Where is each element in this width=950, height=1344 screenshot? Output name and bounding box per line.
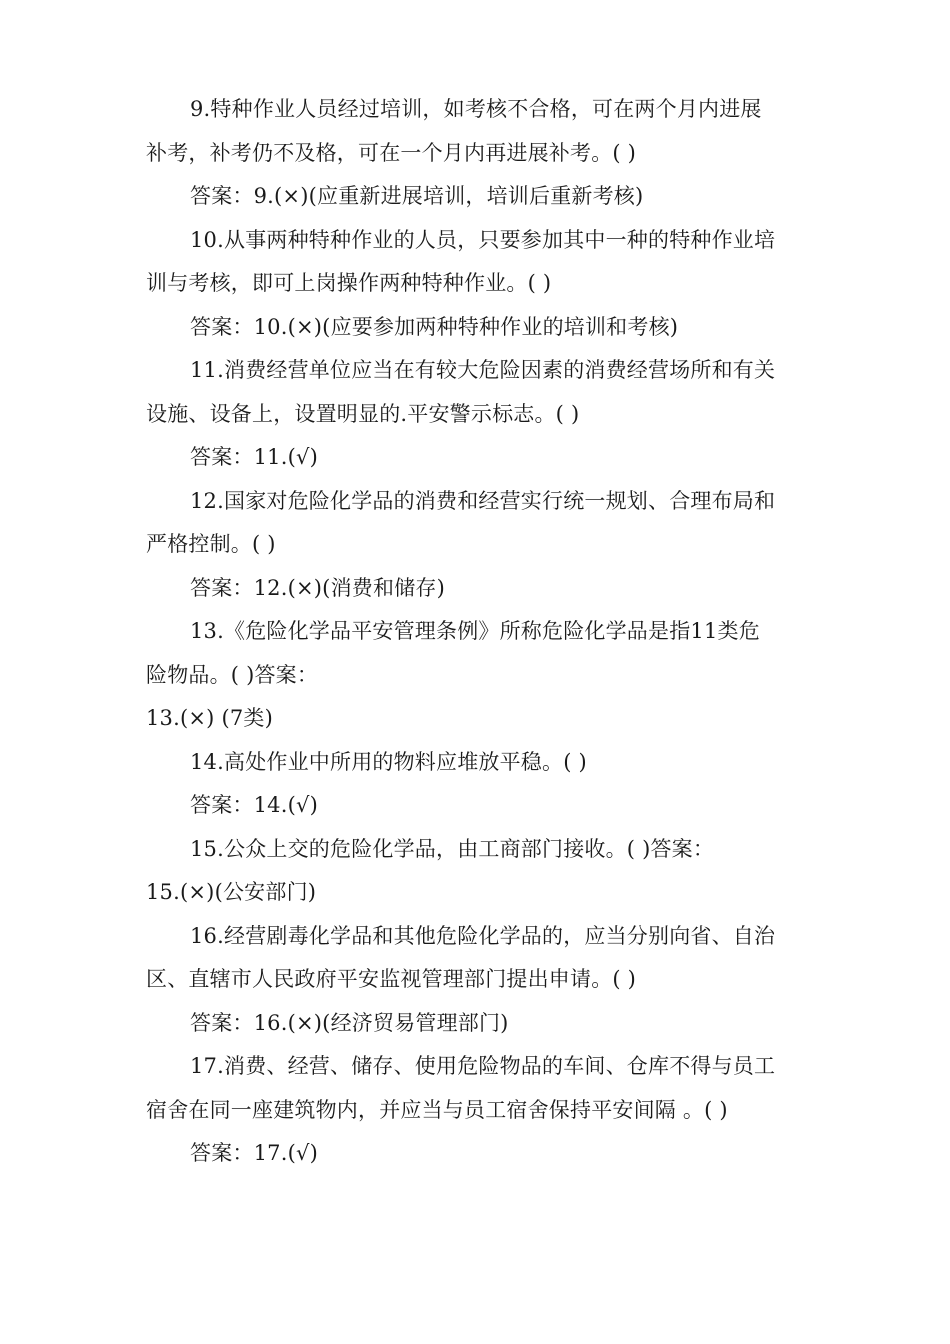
- text-line: 训与考核，即可上岗操作两种特种作业。( ): [146, 271, 552, 295]
- text-line: 16.经营剧毒化学品和其他危险化学品的，应当分别向省、自治: [190, 923, 776, 948]
- answer-line: 答案：10.(×)(应要参加两种特种作业的培训和考核): [190, 314, 679, 339]
- text-line: 10.从事两种特种作业的人员，只要参加其中一种的特种作业培: [190, 227, 776, 252]
- answer-line: 答案：14.(√): [190, 793, 318, 817]
- answer-line: 13.(×) (7类): [146, 706, 274, 730]
- text-line: 15.公众上交的危险化学品，由工商部门接收。( )答案：: [190, 836, 715, 861]
- text-line: 险物品。( )答案：: [146, 662, 319, 687]
- text-line: 12.国家对危险化学品的消费和经营实行统一规划、合理布局和: [190, 488, 776, 513]
- text-line: 14.高处作业中所用的物料应堆放平稳。( ): [190, 749, 587, 774]
- text-line: 区、直辖市人民政府平安监视管理部门提出申请。( ): [146, 967, 637, 991]
- text-line: 严格控制。( ): [146, 532, 276, 556]
- answer-line: 15.(×)(公安部门): [146, 880, 317, 904]
- text-line: 设施、设备上，设置明显的.平安警示标志。( ): [146, 401, 580, 426]
- answer-line: 答案：9.(×)(应重新进展培训，培训后重新考核): [190, 184, 644, 208]
- text-line: 9.特种作业人员经过培训，如考核不合格，可在两个月内进展: [190, 97, 762, 121]
- text-line: 17.消费、经营、储存、使用危险物品的车间、仓库不得与员工: [190, 1054, 776, 1078]
- answer-line: 答案：16.(×)(经济贸易管理部门): [190, 1010, 509, 1035]
- answer-line: 答案：17.(√): [190, 1141, 318, 1165]
- answer-line: 答案：12.(×)(消费和储存): [190, 575, 445, 600]
- text-line: 宿舍在同一座建筑物内，并应当与员工宿舍保持平安间隔 。( ): [146, 1097, 728, 1122]
- text-line: 补考，补考仍不及格，可在一个月内再进展补考。( ): [146, 140, 637, 165]
- text-line: 11.消费经营单位应当在有较大危险因素的消费经营场所和有关: [190, 358, 776, 382]
- document-body: [146, 88, 811, 1176]
- text-line: 13.《危险化学品平安管理条例》所称危险化学品是指11类危: [190, 619, 760, 643]
- answer-line: 答案：11.(√): [190, 445, 318, 469]
